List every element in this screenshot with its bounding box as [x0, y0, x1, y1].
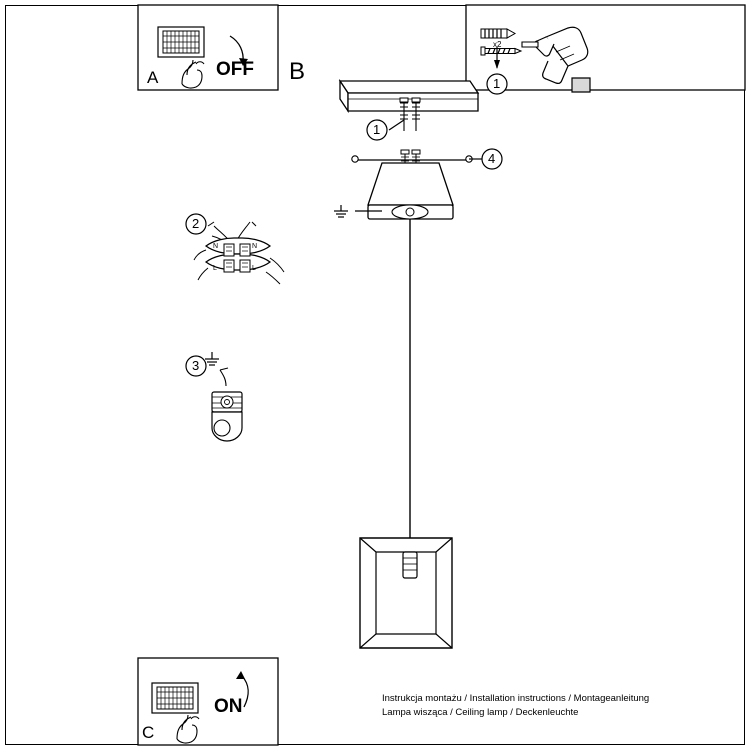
- callout-label-4: 4: [488, 151, 496, 166]
- dowel-quantity-label: x2: [493, 40, 502, 49]
- wire-label-l-right: L: [252, 265, 256, 272]
- callout-label-1-drill: 1: [493, 76, 501, 91]
- switch-off-label: OFF: [216, 59, 254, 80]
- callout-label-3: 3: [192, 358, 200, 373]
- wire-label-n-right: N: [252, 243, 258, 250]
- switch-on-label: ON: [214, 696, 243, 717]
- section-label-c: C: [142, 723, 155, 742]
- callout-label-1-ceiling: 1: [373, 122, 381, 137]
- wire-label-l-left: L: [213, 265, 217, 272]
- footer-line-1: Instrukcja montażu / Installation instructions / Montageanleitung: [382, 693, 650, 704]
- section-label-a: A: [147, 68, 159, 87]
- wire-label-n-left: N: [213, 243, 219, 250]
- footer-line-2: Lampa wisząca / Ceiling lamp / Deckenleuchte: [382, 707, 579, 718]
- section-label-b: B: [289, 58, 306, 85]
- callout-label-2: 2: [192, 216, 200, 231]
